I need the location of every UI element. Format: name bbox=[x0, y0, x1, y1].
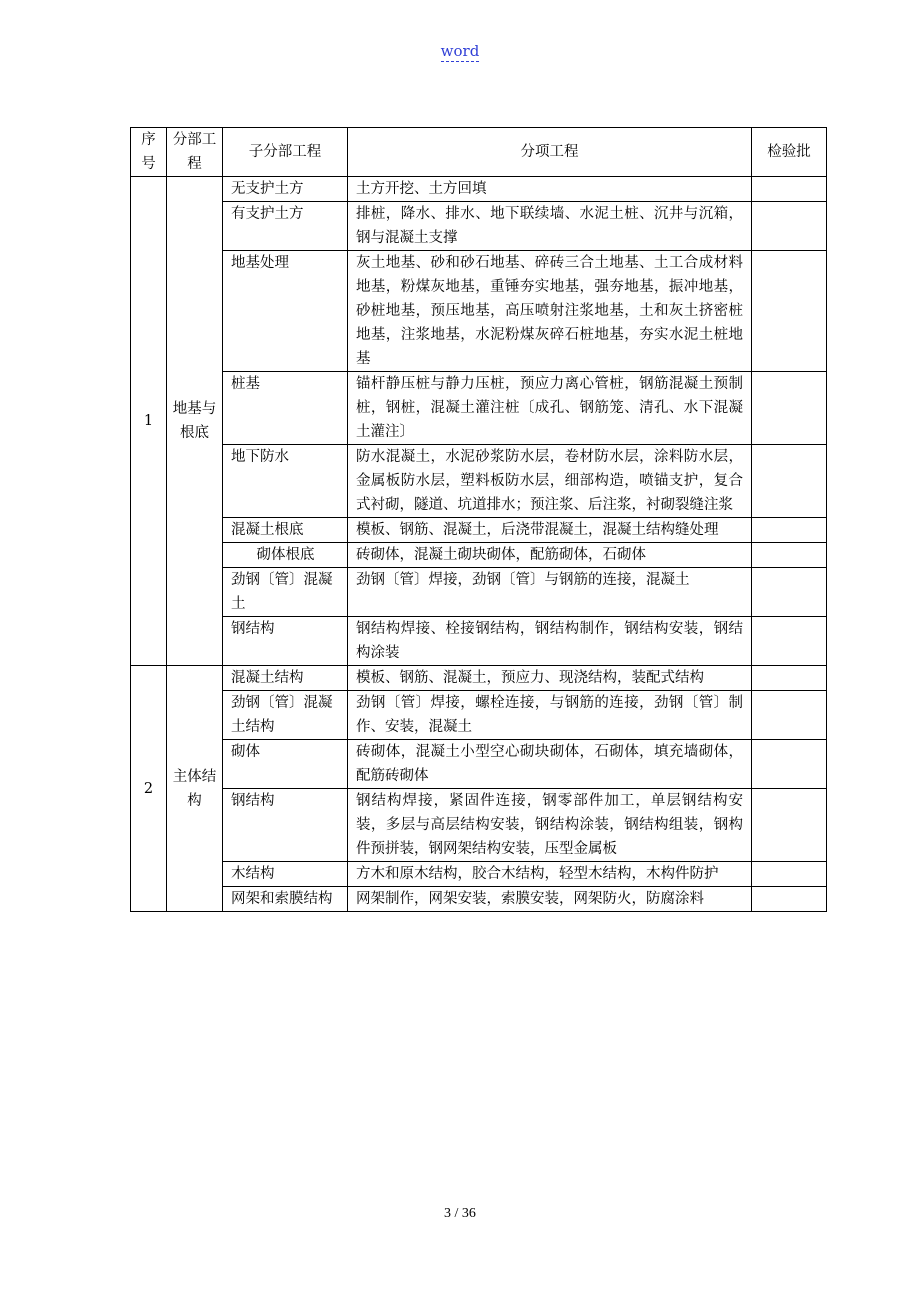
group-division: 主体结构 bbox=[167, 666, 223, 912]
subdivision-cell: 网架和索膜结构 bbox=[223, 887, 348, 912]
lot-cell bbox=[752, 251, 827, 372]
lot-cell bbox=[752, 543, 827, 568]
items-cell: 模板、钢筋、混凝土，后浇带混凝土，混凝土结构缝处理 bbox=[348, 518, 752, 543]
subdivision-cell: 桩基 bbox=[223, 372, 348, 445]
subdivision-cell: 钢结构 bbox=[223, 789, 348, 862]
items-cell: 劲钢〔管〕焊接，劲钢〔管〕与钢筋的连接，混凝土 bbox=[348, 568, 752, 617]
inspection-table bbox=[130, 127, 827, 912]
table-row bbox=[131, 445, 827, 518]
items-cell: 砖砌体，混凝土小型空心砌块砌体，石砌体，填充墙砌体，配筋砖砌体 bbox=[348, 740, 752, 789]
lot-cell bbox=[752, 789, 827, 862]
lot-cell bbox=[752, 862, 827, 887]
header-items: 分项工程 bbox=[348, 128, 752, 177]
table-row bbox=[131, 202, 827, 251]
table-row bbox=[131, 862, 827, 887]
table-row bbox=[131, 617, 827, 666]
items-cell: 钢结构焊接，紧固件连接，钢零部件加工，单层钢结构安装，多层与高层结构安装，钢结构涂装，钢结构组装，钢构件预拼装，钢网架结构安装，压型金属板 bbox=[348, 789, 752, 862]
header-lot: 检验批 bbox=[752, 128, 827, 177]
subdivision-cell: 钢结构 bbox=[223, 617, 348, 666]
items-cell: 砖砌体，混凝土砌块砌体，配筋砌体，石砌体 bbox=[348, 543, 752, 568]
items-cell: 网架制作，网架安装，索膜安装，网架防火，防腐涂料 bbox=[348, 887, 752, 912]
header-no: 序号 bbox=[131, 128, 167, 177]
group-number: 2 bbox=[131, 666, 167, 912]
page-number: 3 / 36 bbox=[444, 1206, 476, 1221]
lot-cell bbox=[752, 617, 827, 666]
table-header-row bbox=[131, 128, 827, 177]
subdivision-cell: 有支护土方 bbox=[223, 202, 348, 251]
lot-cell bbox=[752, 518, 827, 543]
items-cell: 锚杆静压桩与静力压桩，预应力离心管桩，钢筋混凝土预制桩，钢桩，混凝土灌注桩〔成孔、钢筋笼、清孔、水下混凝土灌注〕 bbox=[348, 372, 752, 445]
group-division: 地基与根底 bbox=[167, 177, 223, 666]
subdivision-cell: 地下防水 bbox=[223, 445, 348, 518]
items-cell: 防水混凝土，水泥砂浆防水层，卷材防水层，涂料防水层，金属板防水层，塑料板防水层，细部构造，喷锚支护，复合式衬砌，隧道、坑道排水；预注浆、后注浆，衬砌裂缝注浆 bbox=[348, 445, 752, 518]
table-row bbox=[131, 740, 827, 789]
header-division: 分部工程 bbox=[167, 128, 223, 177]
table-body bbox=[131, 177, 827, 912]
items-cell: 模板、钢筋、混凝土，预应力、现浇结构，装配式结构 bbox=[348, 666, 752, 691]
items-cell: 方木和原木结构，胶合木结构，轻型木结构，木构件防护 bbox=[348, 862, 752, 887]
items-cell: 灰土地基、砂和砂石地基、碎砖三合土地基、土工合成材料地基，粉煤灰地基，重锤夯实地基，强夯地基，振冲地基，砂桩地基，预压地基，高压喷射注浆地基，土和灰土挤密桩地基，注浆地基，水泥粉煤灰碎石桩地基，夯实水泥土桩地基 bbox=[348, 251, 752, 372]
lot-cell bbox=[752, 740, 827, 789]
items-cell: 钢结构焊接、栓接钢结构，钢结构制作，钢结构安装，钢结构涂装 bbox=[348, 617, 752, 666]
lot-cell bbox=[752, 372, 827, 445]
table-row bbox=[131, 251, 827, 372]
table-row bbox=[131, 372, 827, 445]
table-row bbox=[131, 518, 827, 543]
lot-cell bbox=[752, 202, 827, 251]
group-number: 1 bbox=[131, 177, 167, 666]
lot-cell bbox=[752, 177, 827, 202]
subdivision-cell: 砌体根底 bbox=[223, 543, 348, 568]
subdivision-cell: 砌体 bbox=[223, 740, 348, 789]
items-cell: 劲钢〔管〕焊接，螺栓连接，与钢筋的连接，劲钢〔管〕制作、安装，混凝土 bbox=[348, 691, 752, 740]
lot-cell bbox=[752, 445, 827, 518]
table-row bbox=[131, 177, 827, 202]
table-row bbox=[131, 789, 827, 862]
subdivision-cell: 无支护土方 bbox=[223, 177, 348, 202]
subdivision-cell: 地基处理 bbox=[223, 251, 348, 372]
subdivision-cell: 混凝土结构 bbox=[223, 666, 348, 691]
subdivision-cell: 木结构 bbox=[223, 862, 348, 887]
header-subdivision: 子分部工程 bbox=[223, 128, 348, 177]
table-row bbox=[131, 568, 827, 617]
subdivision-cell: 劲钢〔管〕混凝土 bbox=[223, 568, 348, 617]
header-link[interactable] bbox=[0, 42, 920, 60]
lot-cell bbox=[752, 691, 827, 740]
lot-cell bbox=[752, 887, 827, 912]
table-row bbox=[131, 666, 827, 691]
subdivision-cell: 劲钢〔管〕混凝土结构 bbox=[223, 691, 348, 740]
lot-cell bbox=[752, 666, 827, 691]
subdivision-cell: 混凝土根底 bbox=[223, 518, 348, 543]
lot-cell bbox=[752, 568, 827, 617]
header-link-text[interactable]: word bbox=[440, 42, 480, 60]
items-cell: 排桩，降水、排水、地下联续墙、水泥土桩、沉井与沉箱，钢与混凝土支撑 bbox=[348, 202, 752, 251]
items-cell: 土方开挖、土方回填 bbox=[348, 177, 752, 202]
table-row bbox=[131, 543, 827, 568]
table-row bbox=[131, 691, 827, 740]
table-row bbox=[131, 887, 827, 912]
